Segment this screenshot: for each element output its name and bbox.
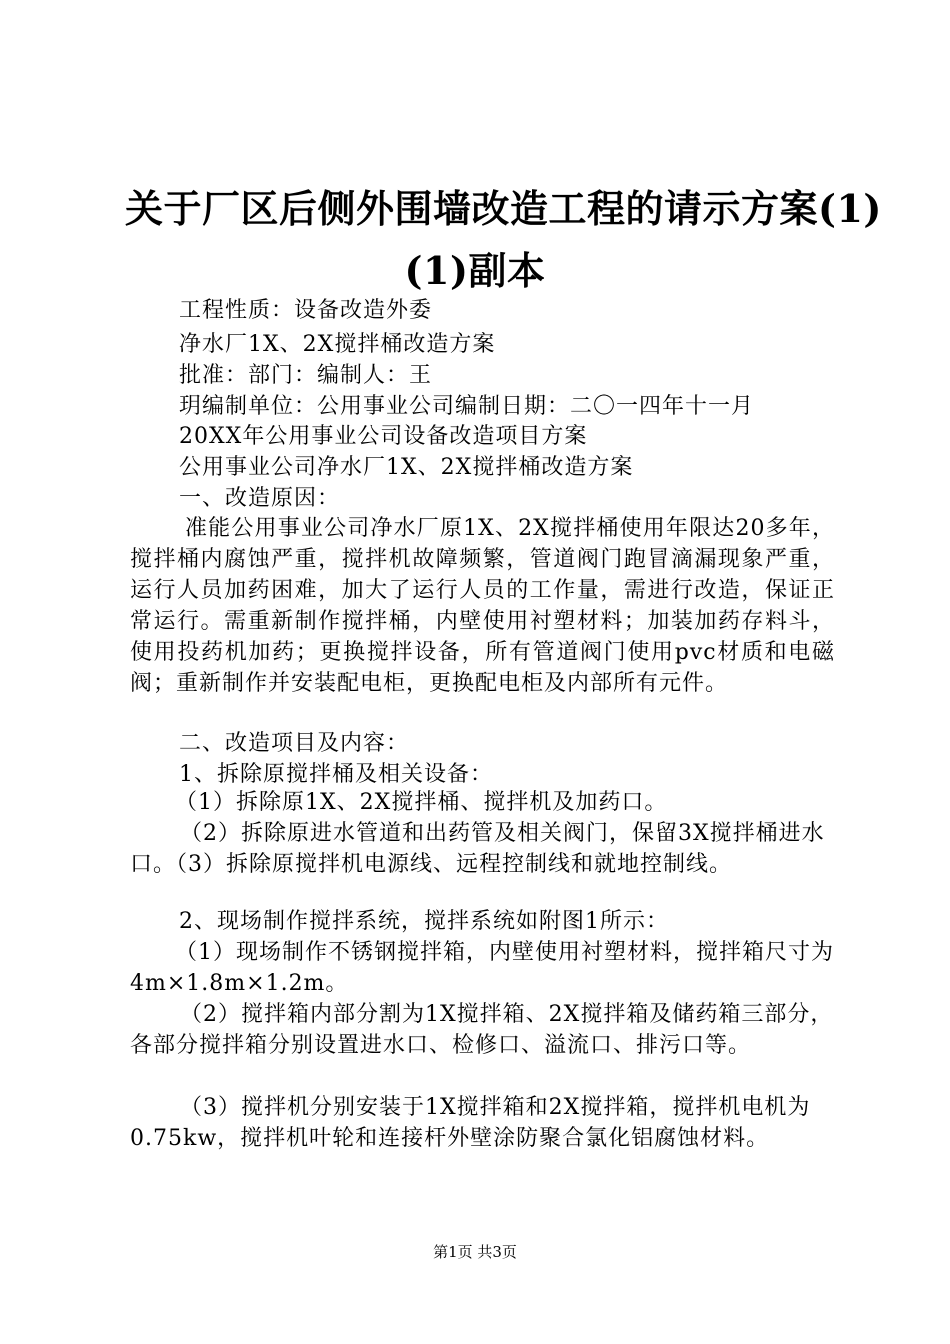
item1-1: （1）拆除原1X、2X搅拌桶、搅拌机及加药口。 [175,790,668,815]
item2-heading: 2、现场制作搅拌系统，搅拌系统如附图1所示： [179,909,669,934]
document-title-line2: (1)副本 [404,248,546,293]
section1-body: 准能公用事业公司净水厂原1X、2X搅拌桶使用年限达20多年，搅拌桶内腐蚀严重，搅拌机故障频繁，管道阀门跑冒滴漏现象严重，运行人员加药困难，加大了运行人员的工作量，需进行改造，保证正常运行。需重新制作搅拌桶，内壁使用衬塑材料；加装加药存料斗，使用投药机加药；更换搅拌设备，所有管道阀门使用pvc材质和电磁阀；重新制作并安装配电柜，更换配电柜及内部所有元件。 [130,516,835,696]
document-title-line1: 关于厂区后侧外围墙改造工程的请示方案(1) [125,186,882,231]
page-number: 第1页 共3页 [433,1243,517,1261]
meta-plan-name: 净水厂1X、2X搅拌桶改造方案 [179,332,496,357]
item2-3: （3）搅拌机分别安装于1X搅拌箱和2X搅拌箱，搅拌机电机为0.75kw，搅拌机叶轮和连接杆外壁涂防聚合氯化铝腐蚀材料。 [130,1095,811,1151]
meta-project-year-plan: 20XX年公用事业公司设备改造项目方案 [179,424,588,449]
meta-project-nature: 工程性质：设备改造外委 [179,298,433,323]
section1-heading: 一、改造原因： [179,486,341,511]
item2-1: （1）现场制作不锈钢搅拌箱，内壁使用衬塑材料，搅拌箱尺寸为4m×1.8m×1.2m。 [130,940,834,996]
section2-heading: 二、改造项目及内容： [179,731,410,756]
meta-compiler-unit-date: 玥编制单位：公用事业公司编制日期：二〇一四年十一月 [179,394,755,419]
meta-plan-subtitle: 公用事业公司净水厂1X、2X搅拌桶改造方案 [179,455,634,480]
item2-2: （2）搅拌箱内部分割为1X搅拌箱、2X搅拌箱及储药箱三部分，各部分搅拌箱分别设置进水口、检修口、溢流口、排污口等。 [130,1002,834,1058]
meta-approval: 批准：部门：编制人：王 [179,363,433,388]
item1-2: （2）拆除原进水管道和出药管及相关阀门，保留3X搅拌桶进水口。（3）拆除原搅拌机电源线、远程控制线和就地控制线。 [130,821,825,877]
item1-heading: 1、拆除原搅拌桶及相关设备： [179,762,493,787]
